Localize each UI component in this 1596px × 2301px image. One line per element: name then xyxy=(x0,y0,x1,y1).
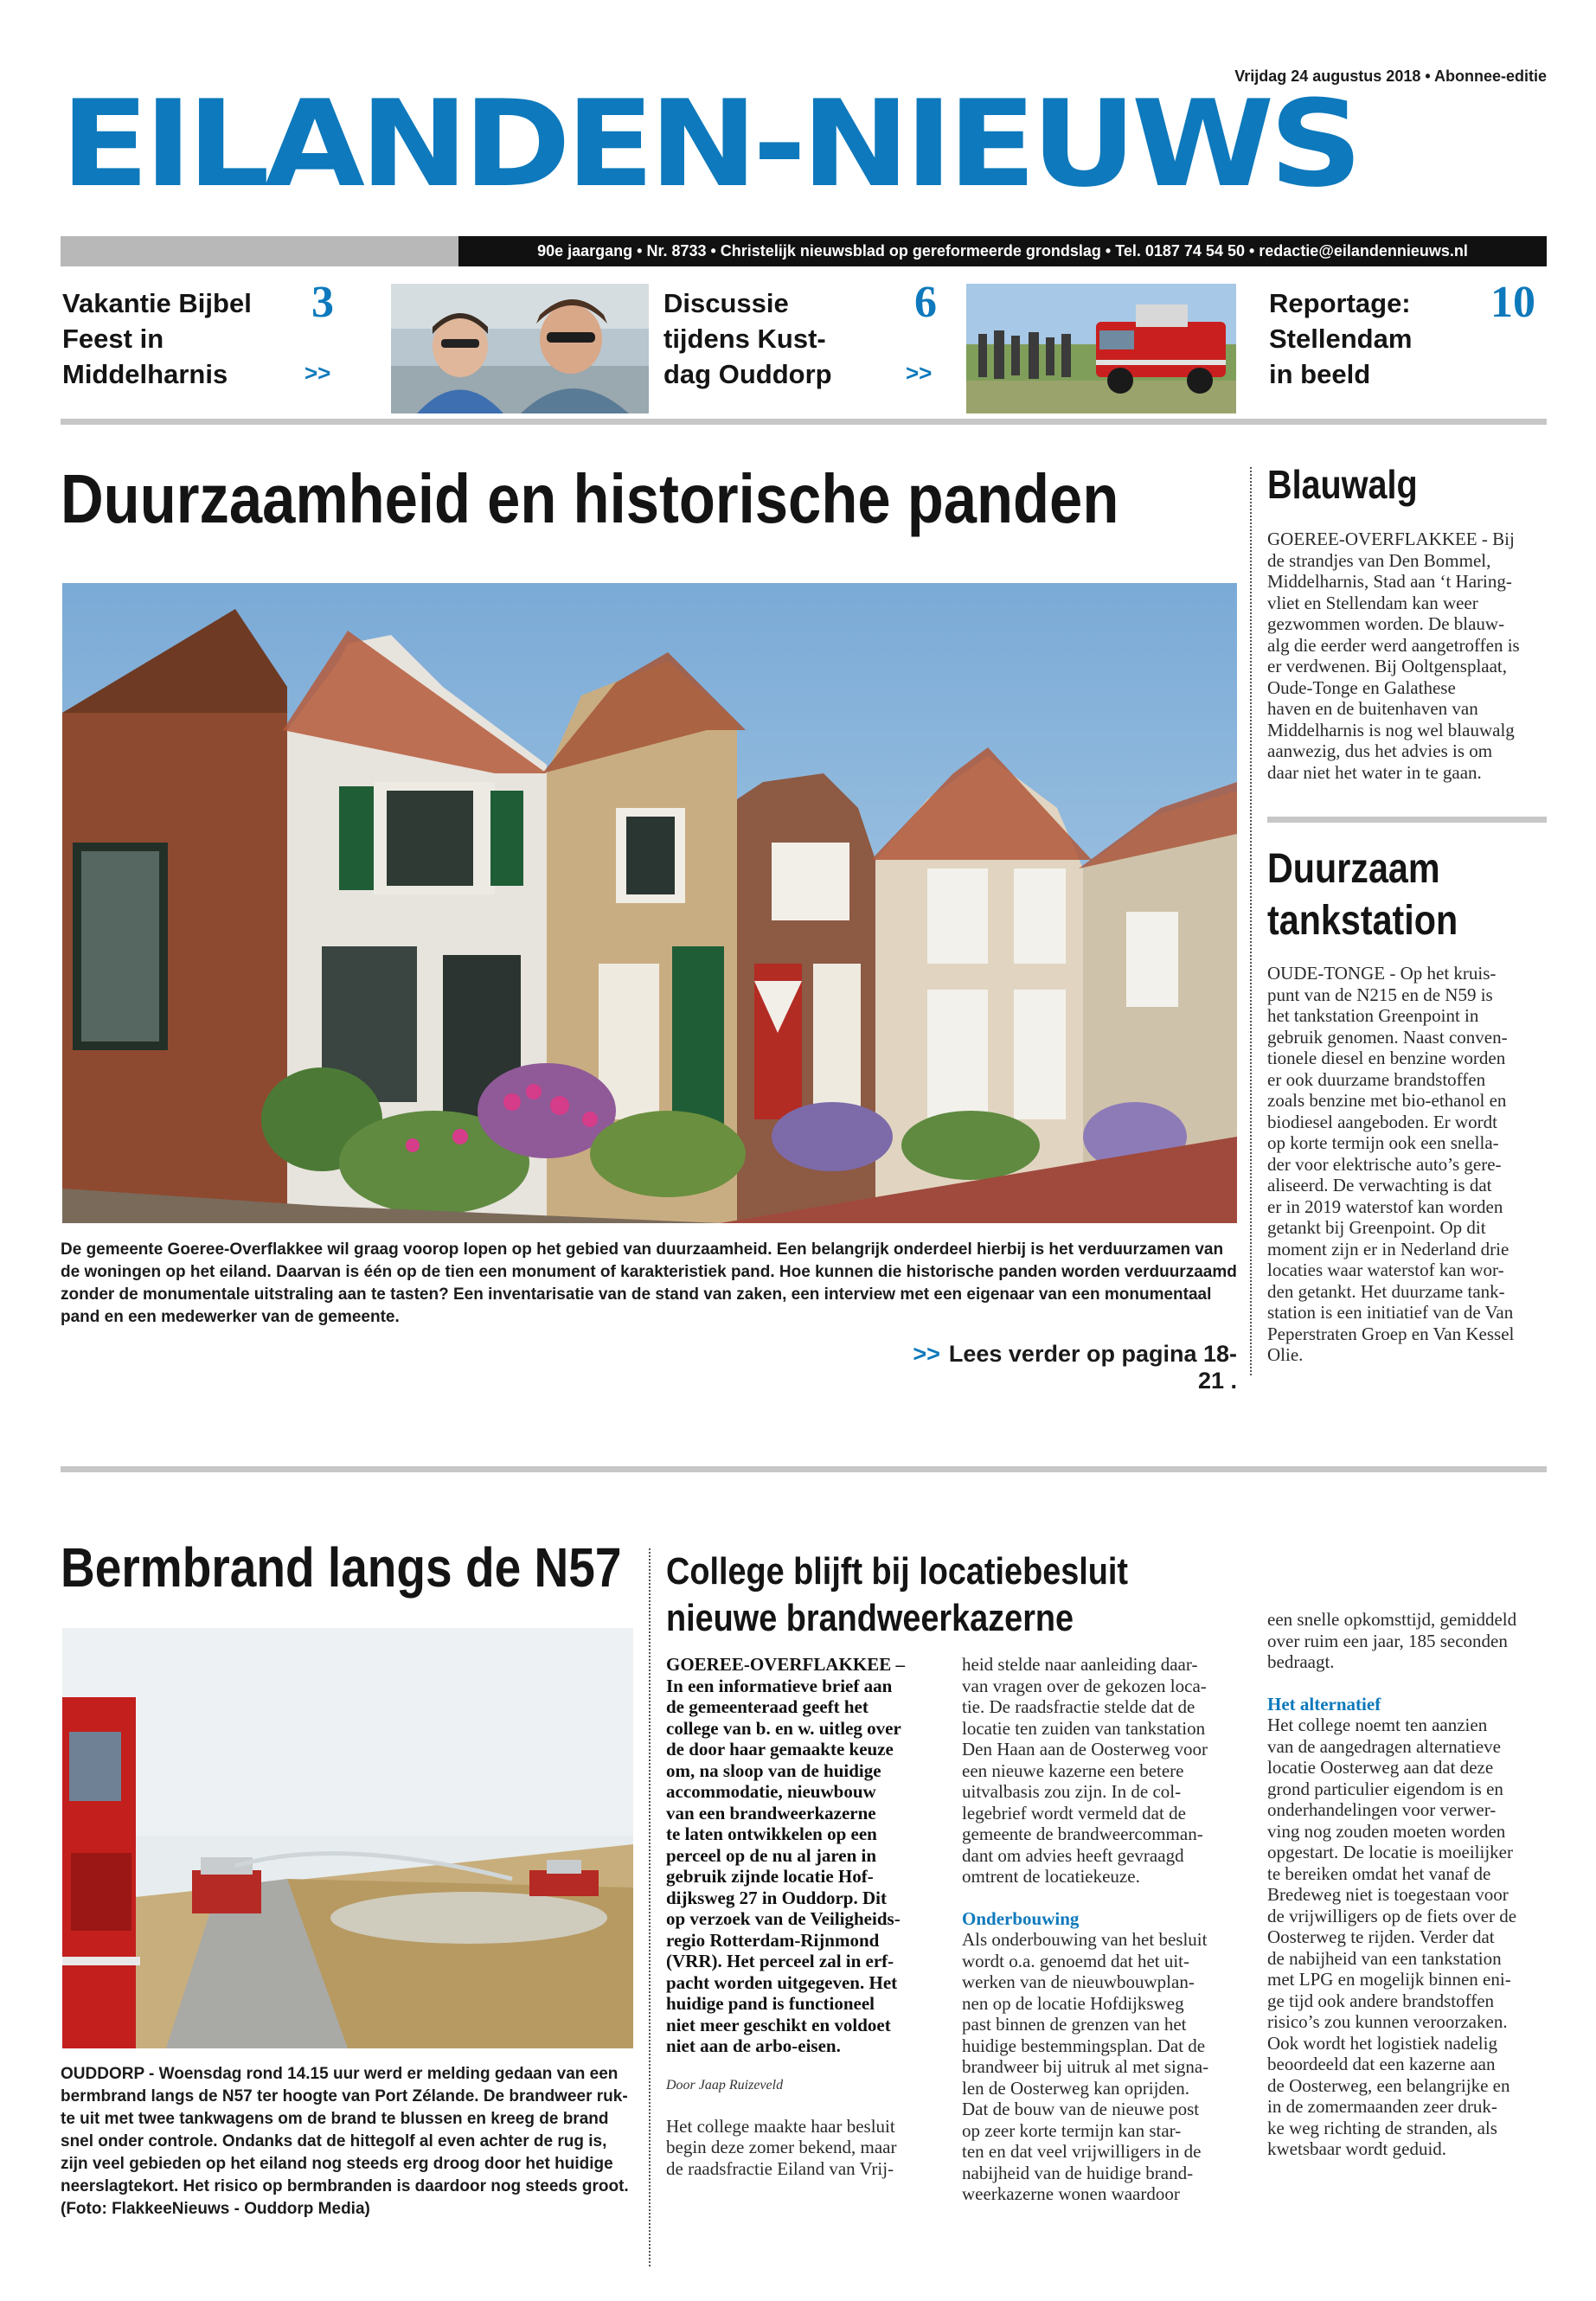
college-intro-line: regio Rotterdam-Rijnmond xyxy=(666,1929,880,1951)
college-intro-line: In een informatieve brief aan xyxy=(666,1675,893,1696)
college-body-line: wordt o.a. genoemd dat het uit- xyxy=(962,1950,1190,1971)
college-body-line: tie. De raadsfractie stelde dat de xyxy=(962,1696,1195,1717)
masthead-grey-band xyxy=(61,236,458,266)
college-body-line: Ook wordt het logistiek nadelig xyxy=(1267,2032,1497,2054)
college-body-line: huidige bestemmingsplan. Dat de xyxy=(962,2035,1206,2056)
teaser-2-arrow: >> xyxy=(906,360,933,386)
section-divider xyxy=(61,1466,1547,1472)
blauwalg-divider xyxy=(1267,817,1547,823)
college-body-line: Bredeweg niet is toegestaan voor xyxy=(1267,1884,1509,1905)
college-column-3 xyxy=(1267,1609,1546,2160)
tankstation-line: getankt bij Greenpoint. Op dit xyxy=(1267,1217,1486,1238)
tankstation-line: gebruik genomen. Naast conven- xyxy=(1267,1026,1508,1048)
college-intro-line: niet aan de arbo-eisen. xyxy=(666,2035,841,2056)
college-body-line: nen op de locatie Hofdijksweg xyxy=(962,1992,1184,2014)
college-intro-line: college van b. en w. uitleg over xyxy=(666,1717,901,1739)
teaser-photo-fire-truck xyxy=(966,284,1236,413)
college-body-line: Dat de bouw van de nieuwe post xyxy=(962,2099,1200,2119)
tankstation-line: station is een initiatief van de Van xyxy=(1267,1302,1514,1323)
teaser-2-line-2: tijdens Kust- xyxy=(663,324,826,354)
college-body-line: Het college maakte haar besluit xyxy=(666,2115,895,2137)
college-intro-line: niet meer geschikt en voldoet xyxy=(666,2014,891,2035)
college-body-line: Den Haan aan de Oosterweg voor xyxy=(962,1739,1208,1759)
college-body-line: ten en dat veel vrijwilligers in de xyxy=(962,2141,1202,2162)
dateline: Vrijdag 24 augustus 2018 • Abonnee-editie xyxy=(1234,67,1547,85)
teaser-2-page: 6 xyxy=(914,278,937,327)
lead-headline[interactable]: Duurzaamheid en historische panden xyxy=(61,460,1119,537)
blauwalg-line: GOEREE-OVERFLAKKEE - Bij xyxy=(1267,529,1515,549)
college-body-line: een snelle opkomsttijd, gemiddeld xyxy=(1267,1609,1517,1630)
blauwalg-line: Middelharnis, Stad aan ‘t Haring- xyxy=(1267,571,1512,592)
college-intro-line: accommodatie, nieuwbouw xyxy=(666,1781,876,1802)
teaser-3-line-1: Reportage: xyxy=(1269,288,1411,318)
college-intro-line: de gemeenteraad geeft het xyxy=(666,1696,869,1717)
teaser-3-line-3: in beeld xyxy=(1269,359,1371,389)
college-byline: Door Jaap Ruizeveld xyxy=(666,2077,784,2093)
tankstation-line: locaties waar waterstof kan wor- xyxy=(1267,1259,1504,1280)
lead-read-more[interactable] xyxy=(891,1341,1237,1394)
college-body-line: begin deze zomer bekend, maar xyxy=(666,2137,897,2157)
college-body-line: risico’s zou kunnen veroorzaken. xyxy=(1267,2011,1508,2032)
blauwalg-line: de strandjes van Den Bommel, xyxy=(1267,549,1491,571)
tankstation-line: op korte termijn ook een snella- xyxy=(1267,1132,1499,1153)
college-intro-line: op verzoek van de Veiligheids- xyxy=(666,1908,901,1929)
teaser-2-line-1: Discussie xyxy=(663,288,789,318)
college-intro-line: de door haar gemaakte keuze xyxy=(666,1739,894,1759)
tankstation-title-line: tankstation xyxy=(1267,898,1458,944)
college-body-line: weerkazerne wonen waardoor xyxy=(962,2183,1180,2204)
teaser-1[interactable] xyxy=(61,278,649,398)
college-body-line: ge tijd ook andere brandstoffen xyxy=(1267,1990,1495,2011)
college-column-1 xyxy=(666,1654,943,2179)
teaser-1-page: 3 xyxy=(311,278,334,327)
masthead-tagline: 90e jaargang • Nr. 8733 • Christelijk nieuwsblad op gereformeerde grondslag • Tel. 0187 74 54 50 • redactie@eilandennieuws.nl xyxy=(458,236,1547,266)
college-body-line: locatie Oosterweg aan dat deze xyxy=(1267,1757,1494,1778)
college-body-line: op zeer korte termijn kan star- xyxy=(962,2119,1182,2141)
college-body-line: te bereiken omdat het vanaf de xyxy=(1267,1862,1491,1884)
college-body-1 xyxy=(666,2116,943,2180)
college-body-line: len de Oosterweg kan oprijden. xyxy=(962,2077,1190,2099)
tankstation-line: aliseerd. De verwachting is dat xyxy=(1267,1175,1492,1195)
college-body-line: Het college noemt ten aanzien xyxy=(1267,1715,1488,1735)
teaser-photo-children xyxy=(391,284,649,413)
college-subhead-alternatief: Het alternatief xyxy=(1267,1693,1381,1715)
houses-photo xyxy=(62,583,1237,1223)
college-intro-line: om, na sloop van de huidige xyxy=(666,1759,881,1781)
masthead-logo[interactable]: EILANDEN-NIEUWS xyxy=(61,74,1358,215)
tankstation-line: er ook duurzame brandstoffen xyxy=(1267,1068,1486,1090)
blauwalg-line: haven en de buitenhaven van xyxy=(1267,698,1478,719)
tankstation-body xyxy=(1267,963,1544,1366)
blauwalg-line: er verdwenen. Bij Ooltgensplaat, xyxy=(1267,656,1507,676)
college-headline-line: College blijft bij locatiebesluit xyxy=(666,1550,1129,1593)
college-body-line: locatie ten zuiden van tankstation xyxy=(962,1717,1206,1739)
tankstation-line: punt van de N215 en de N59 is xyxy=(1267,984,1493,1005)
college-headline[interactable] xyxy=(666,1548,1128,1642)
teaser-3-line-2: Stellendam xyxy=(1269,324,1413,354)
blauwalg-line: alg die eerder werd aangetroffen is xyxy=(1267,634,1520,656)
college-body-line: Oosterweg te rijden. Verder dat xyxy=(1267,1926,1495,1947)
college-body-line: uitvalbasis zou zijn. In de col- xyxy=(962,1781,1182,1802)
read-more-text: Lees verder op pagina 18-21 . xyxy=(948,1341,1237,1394)
teaser-2[interactable] xyxy=(662,278,1250,398)
college-body-line: van de aangedragen alternatieve xyxy=(1267,1735,1501,1757)
college-body-line: ke weg richting de stranden, als xyxy=(1267,2117,1497,2138)
tankstation-line: den getankt. Het duurzame tank- xyxy=(1267,1280,1505,1302)
blauwalg-body xyxy=(1267,529,1544,783)
college-subhead-onderbouwing: Onderbouwing xyxy=(962,1907,1080,1929)
college-headline-line: nieuwe brandweerkazerne xyxy=(666,1597,1074,1639)
college-intro xyxy=(666,1654,943,2057)
read-more-arrow: >> xyxy=(913,1341,940,1367)
college-body-line: Als onderbouwing van het besluit xyxy=(962,1929,1208,1950)
tankstation-line: biodiesel aangeboden. Er wordt xyxy=(1267,1111,1497,1132)
college-body-line: werken van de nieuwbouwplan- xyxy=(962,1971,1195,1992)
college-body-line: grond particulier eigendom is en xyxy=(1267,1778,1503,1799)
bermbrand-headline[interactable]: Bermbrand langs de N57 xyxy=(61,1536,622,1599)
college-body-line: met LPG en mogelijk binnen eni- xyxy=(1267,1969,1511,1990)
tankstation-line: OUDE-TONGE - Op het kruis- xyxy=(1267,963,1497,984)
teaser-1-line-2: Feest in xyxy=(62,324,164,354)
college-body-line: dant om advies heeft gevraagd xyxy=(962,1844,1184,1866)
tankstation-line: tionele diesel en benzine worden xyxy=(1267,1048,1506,1068)
college-body-line: de nabijheid van een tankstation xyxy=(1267,1947,1502,1969)
college-body-line: kwetsbaar wordt geduid. xyxy=(1267,2138,1447,2159)
teaser-1-line-3: Middelharnis xyxy=(62,359,228,389)
college-body-line: brandweer bij uitruk al met signa- xyxy=(962,2056,1209,2077)
college-body-line: ving nog zouden moeten worden xyxy=(1267,1820,1506,1842)
college-body-line: past binnen de grenzen van het xyxy=(962,2014,1187,2035)
tankstation-line: zoals benzine met bio-ethanol en xyxy=(1267,1090,1507,1111)
college-body-line: nabijheid van de huidige brand- xyxy=(962,2162,1194,2183)
college-body-line: heid stelde naar aanleiding daar- xyxy=(962,1654,1198,1675)
blauwalg-line: Middelharnis is nog wel blauwalg xyxy=(1267,719,1515,740)
college-body-line: in de zomermaanden zeer druk- xyxy=(1267,2096,1497,2117)
blauwalg-line: daar niet het water in te gaan. xyxy=(1267,761,1482,783)
tankstation-title-line: Duurzaam xyxy=(1267,846,1440,892)
college-body-line: legebrief wordt vermeld dat de xyxy=(962,1802,1186,1823)
college-intro-line: huidige pand is functioneel xyxy=(666,1993,875,2014)
college-intro-line: perceel op de nu al jaren in xyxy=(666,1844,877,1866)
tankstation-line: Peperstraten Groep en Van Kessel xyxy=(1267,1323,1515,1344)
tankstation-title[interactable] xyxy=(1267,843,1458,947)
college-intro-line: pacht worden uitgegeven. Het xyxy=(666,1971,898,1993)
teaser-1-arrow: >> xyxy=(304,360,331,386)
college-column-2 xyxy=(962,1654,1240,2205)
college-body-line: gemeente de brandweercomman- xyxy=(962,1823,1203,1844)
blauwalg-line: gezwommen worden. De blauw- xyxy=(1267,613,1505,634)
blauwalg-title[interactable]: Blauwalg xyxy=(1267,462,1418,507)
college-body-line: de Oosterweg, een belangrijke en xyxy=(1267,2074,1510,2096)
teaser-3[interactable] xyxy=(1267,278,1547,398)
bermbrand-caption: OUDDORP - Woensdag rond 14.15 uur werd er melding gedaan van een bermbrand langs de N57 ter hoogte van Port Zélande. De brandweer ruk-te uit met twee tankwagens om de brand te blussen en kreeg de brand snel onder controle. Ondanks dat de hittegolf al even achter de rug is, zijn veel gebieden op het eiland nog steeds erg droog door het huidige neerslagtekort. Het risico op bermbranden is daardoor nog steeds groot. (Foto: FlakkeeNieuws - Ouddorp Media) xyxy=(61,2065,629,2218)
college-body-line: bedraagt. xyxy=(1267,1651,1335,1672)
college-body-line: van vragen over de gekozen loca- xyxy=(962,1675,1207,1696)
college-body-line: over ruim een jaar, 185 seconden xyxy=(1267,1630,1508,1651)
right-column-separator xyxy=(1250,467,1252,1375)
tankstation-line: er in 2019 waterstof kan worden xyxy=(1267,1195,1503,1217)
blauwalg-line: vliet en Stellendam kan weer xyxy=(1267,592,1478,613)
tankstation-line: der voor elektrische auto’s gere- xyxy=(1267,1153,1502,1175)
teaser-1-line-1: Vakantie Bijbel xyxy=(62,288,252,318)
college-intro-line: GOEREE-OVERFLAKKEE – xyxy=(666,1654,905,1675)
roadside-fire-photo xyxy=(62,1628,633,2048)
blauwalg-line: aanwezig, dus het advies is om xyxy=(1267,740,1493,761)
college-body-line: beoordeeld dat een kazerne aan xyxy=(1267,2054,1496,2074)
college-body-line: de raadsfractie Eiland van Vrij- xyxy=(666,2157,894,2179)
college-body-line: de vrijwilligers op de fiets over de xyxy=(1267,1905,1517,1926)
teaser-3-page: 10 xyxy=(1490,278,1535,327)
teaser-2-line-3: dag Ouddorp xyxy=(663,359,832,389)
college-intro-line: dijksweg 27 in Ouddorp. Dit xyxy=(666,1887,887,1908)
tankstation-line: moment zijn er in Nederland drie xyxy=(1267,1238,1509,1259)
teaser-divider xyxy=(61,419,1547,425)
college-body-line: opgestart. De locatie is moeilijker xyxy=(1267,1842,1513,1862)
tankstation-line: het tankstation Greenpoint in xyxy=(1267,1005,1479,1026)
lead-caption: De gemeente Goeree-Overflakkee wil graag voorop lopen op het gebied van duurzaamheid. Een belangrijk onderdeel hierbij is het verduurzamen van de woningen op het eiland. Daarvan is één op de tien een monument of karakteristiek pand. Hoe kunnen die historische panden worden verduurzaamd zonder de monumentale uitstraling aan te tasten? Een inventarisatie van de stand van zaken, een interview met een eigenaar van een monumentaal pand en een medewerker van de gemeente. xyxy=(61,1240,1237,1326)
college-intro-line: van een brandweerkazerne xyxy=(666,1802,876,1823)
college-body-line: een nieuwe kazerne een betere xyxy=(962,1759,1184,1781)
blauwalg-line: Oude-Tonge en Galathese xyxy=(1267,676,1456,698)
college-intro-line: (VRR). Het perceel zal in erf- xyxy=(666,1951,894,1971)
college-intro-line: te laten ontwikkelen op een xyxy=(666,1823,877,1844)
lower-separator xyxy=(649,1548,651,2266)
college-body-line: onderhandelingen voor verwer- xyxy=(1267,1799,1497,1820)
tankstation-line: Olie. xyxy=(1267,1344,1304,1365)
college-intro-line: gebruik zijnde locatie Hof- xyxy=(666,1866,874,1887)
college-body-line: omtrent de locatiekeuze. xyxy=(962,1866,1140,1887)
